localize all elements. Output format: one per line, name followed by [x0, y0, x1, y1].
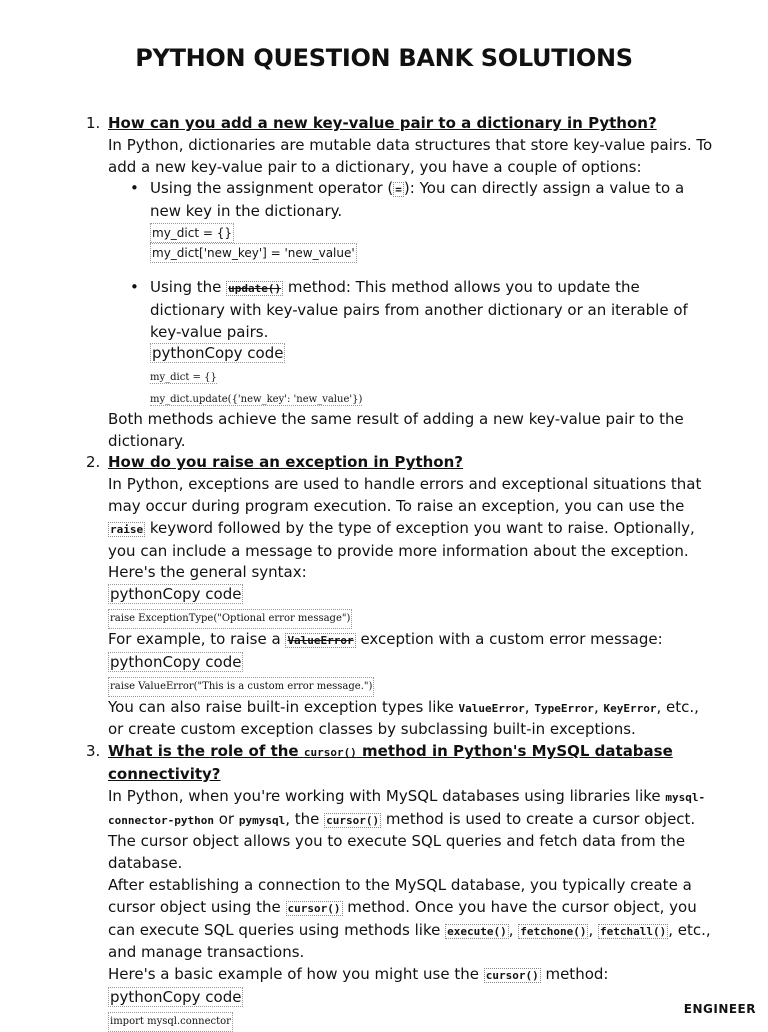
question-title: What is the role of the cursor() method in Python's MySQL database connectivity?: [108, 742, 673, 783]
code-block: [108, 987, 714, 1032]
answer-paragraph: In Python, when you're working with MySQL databases using libraries like mysql-connector-python or pymysql, the cursor() method is used to create a cursor object. The cursor object allows you to execute SQL queries and fetch data from the database.: [108, 786, 706, 873]
code-block: [108, 584, 714, 629]
inline-code: fetchone(): [520, 924, 587, 938]
inline-code: cursor(): [287, 901, 341, 915]
inline-code: update(): [228, 281, 282, 295]
question-number: 3.: [86, 742, 101, 761]
options-list: [108, 178, 714, 408]
inline-code: cursor(): [303, 746, 357, 760]
answer-paragraph: Both methods achieve the same result of adding a new key-value pair to the dictionary.: [108, 409, 684, 450]
code-label: pythonCopy code: [110, 652, 242, 671]
inline-code: =: [395, 183, 402, 197]
inline-code: ValueError: [287, 633, 354, 647]
answer-paragraph: For example, to raise a ValueError exception with a custom error message:: [108, 629, 663, 648]
inline-code: KeyError: [603, 701, 657, 715]
inline-code: fetchall(): [600, 924, 667, 938]
code-line: my_dict = {}: [150, 372, 217, 384]
code-label: pythonCopy code: [152, 344, 284, 363]
code-line: raise ValueError("This is a custom error message."): [108, 677, 374, 697]
code-line: my_dict.update({'new_key': 'new_value'}): [150, 393, 363, 405]
question-number: 1.: [86, 114, 101, 132]
list-item: • Using the update() method: This method allows you to update the dictionary with key-value pairs from another dictionary or an iterable of key-value pairs. pythonCopy code my_dict = {} my_dict.update({'new_key': 'new_value'}): [150, 277, 714, 409]
document-body: [86, 113, 714, 1032]
inline-code: cursor(): [485, 969, 539, 983]
list-item: • Using the assignment operator ( = ): You can directly assign a value to a new key in the dictionary. my_dict = {} my_dict['new_key'] = 'new_value': [150, 178, 714, 277]
inline-code: pymysql: [238, 813, 286, 827]
code-label: pythonCopy code: [110, 585, 242, 604]
code-line: raise ExceptionType("Optional error message"): [108, 609, 352, 629]
question-number: 2.: [86, 453, 101, 472]
answer-paragraph: In Python, exceptions are used to handle errors and exceptional situations that may occur during program execution. To raise an exception, you can use the raise keyword followed by the type of exception you want to raise. Optionally, you can include a message to provide more information about the exception. Here's the general syntax:: [108, 475, 702, 582]
inline-code: execute(): [447, 924, 507, 938]
footer-label: ENGINEER: [683, 1002, 756, 1016]
code-block: [108, 652, 714, 697]
code-line: my_dict = {}: [150, 223, 234, 243]
code-label: pythonCopy code: [110, 987, 242, 1006]
answer-paragraph: Here's a basic example of how you might use the cursor() method:: [108, 965, 609, 984]
page-title: PYTHON QUESTION BANK SOLUTIONS: [135, 44, 633, 72]
code-line: my_dict['new_key'] = 'new_value': [150, 243, 357, 263]
answer-paragraph: In Python, dictionaries are mutable data structures that store key-value pairs. To add a new key-value pair to a dictionary, you have a couple of options:: [108, 135, 713, 176]
inline-code: ValueError: [458, 701, 525, 715]
code-block: [150, 223, 714, 263]
question-2: [86, 452, 714, 741]
inline-code: TypeError: [534, 701, 594, 715]
question-1: [86, 113, 714, 452]
inline-code: raise: [110, 522, 144, 536]
question-title: How do you raise an exception in Python?: [108, 453, 463, 472]
answer-paragraph: After establishing a connection to the MySQL database, you typically create a cursor object using the cursor() method. Once you have the cursor object, you can execute SQL queries using methods like execute() , fetchone() , fetchall() , etc., and manage transactions.: [108, 875, 711, 962]
code-line: import mysql.connector: [108, 1012, 233, 1032]
question-title: How can you add a new key-value pair to a dictionary in Python?: [108, 114, 657, 132]
code-block: [150, 343, 714, 408]
question-3: [86, 741, 714, 1032]
inline-code: cursor(): [326, 813, 380, 827]
inline-code: mysql-connector-python: [108, 790, 706, 827]
answer-paragraph: You can also raise built-in exception types like ValueError, TypeError, KeyError, etc., or create custom exception classes by subclassing built-in exceptions.: [108, 697, 699, 739]
